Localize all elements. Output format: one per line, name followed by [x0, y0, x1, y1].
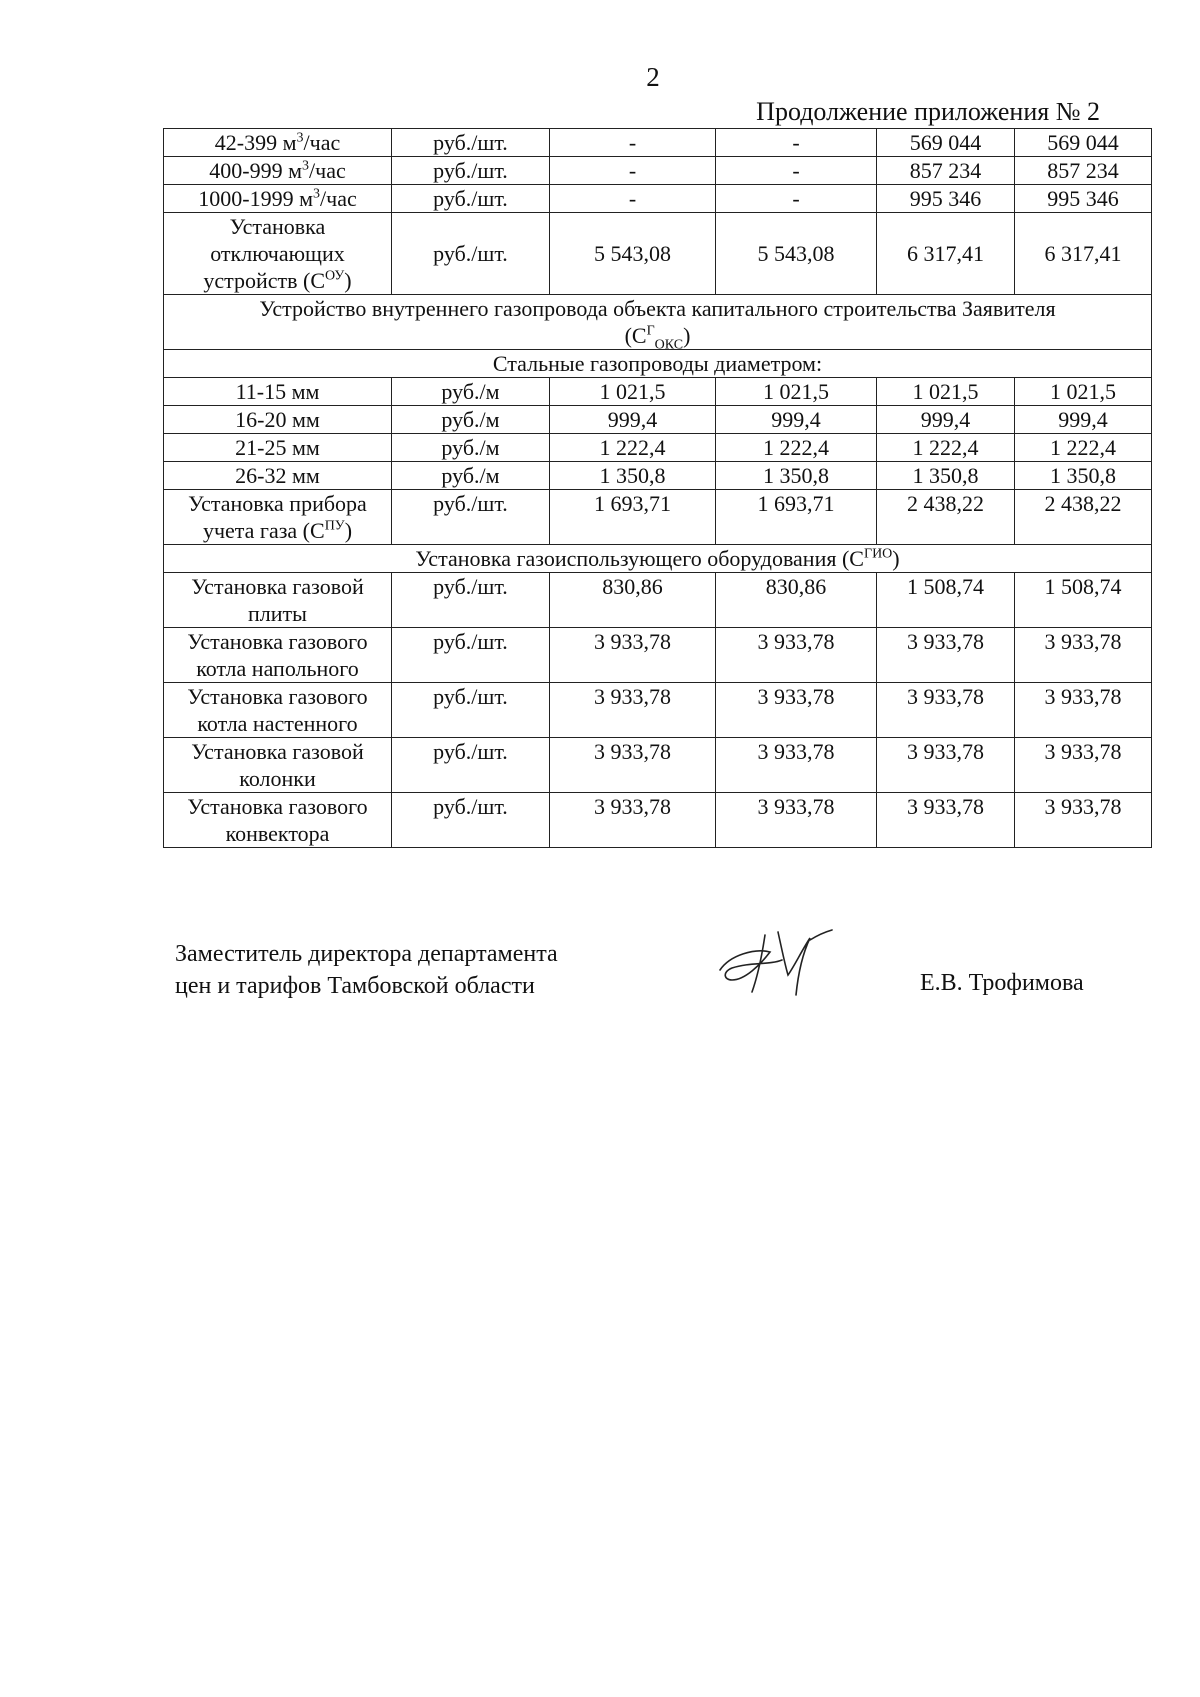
- value-cell: 6 317,41: [1015, 213, 1152, 295]
- table-row: [164, 738, 1152, 793]
- value-cell: -: [550, 185, 716, 213]
- value-cell: 3 933,78: [1015, 738, 1152, 793]
- row-name: 21-25 мм: [164, 434, 392, 462]
- value-cell: 857 234: [1015, 157, 1152, 185]
- table-row: [164, 573, 1152, 628]
- value-cell: 1 508,74: [1015, 573, 1152, 628]
- value-cell: 569 044: [877, 129, 1015, 157]
- value-cell: -: [550, 157, 716, 185]
- table-row: [164, 628, 1152, 683]
- section-steel-pipes: Стальные газопроводы диаметром:: [164, 350, 1152, 378]
- value-cell: 830,86: [550, 573, 716, 628]
- value-cell: 1 021,5: [716, 378, 877, 406]
- value-cell: 3 933,78: [716, 793, 877, 848]
- value-cell: 999,4: [877, 406, 1015, 434]
- row-name: Установка газовой плиты: [164, 573, 392, 628]
- value-cell: 3 933,78: [877, 683, 1015, 738]
- value-cell: 3 933,78: [1015, 628, 1152, 683]
- section-header-row: [164, 545, 1152, 573]
- table-row: [164, 683, 1152, 738]
- row-name: 26-32 мм: [164, 462, 392, 490]
- value-cell: 830,86: [716, 573, 877, 628]
- value-cell: 1 350,8: [716, 462, 877, 490]
- value-cell: 999,4: [550, 406, 716, 434]
- table-row: [164, 185, 1152, 213]
- table-row: [164, 378, 1152, 406]
- page-number: 2: [646, 62, 660, 92]
- section-header-row: [164, 295, 1152, 350]
- value-cell: -: [716, 185, 877, 213]
- unit-cell: руб./шт.: [392, 738, 550, 793]
- table-row: [164, 490, 1152, 545]
- value-cell: 3 933,78: [716, 628, 877, 683]
- unit-cell: руб./шт.: [392, 129, 550, 157]
- unit-cell: руб./шт.: [392, 683, 550, 738]
- value-cell: 1 350,8: [1015, 462, 1152, 490]
- unit-cell: руб./м: [392, 462, 550, 490]
- value-cell: 3 933,78: [550, 683, 716, 738]
- row-name: 11-15 мм: [164, 378, 392, 406]
- value-cell: 1 350,8: [550, 462, 716, 490]
- signatory-name: Е.В. Трофимова: [920, 970, 1084, 996]
- table-row: [164, 213, 1152, 295]
- value-cell: 1 222,4: [1015, 434, 1152, 462]
- value-cell: 569 044: [1015, 129, 1152, 157]
- value-cell: 1 350,8: [877, 462, 1015, 490]
- table-row: [164, 462, 1152, 490]
- value-cell: 3 933,78: [716, 738, 877, 793]
- value-cell: 1 693,71: [716, 490, 877, 545]
- value-cell: 3 933,78: [550, 738, 716, 793]
- value-cell: 5 543,08: [716, 213, 877, 295]
- handwritten-signature: [710, 920, 850, 1000]
- row-name: 42-399 $м^3$/час: [164, 129, 392, 157]
- value-cell: 1 693,71: [550, 490, 716, 545]
- unit-cell: руб./м: [392, 378, 550, 406]
- row-name: 400-999 $м^3$/час: [164, 157, 392, 185]
- unit-cell: руб./м: [392, 406, 550, 434]
- value-cell: -: [716, 129, 877, 157]
- value-cell: 999,4: [1015, 406, 1152, 434]
- value-cell: 1 222,4: [716, 434, 877, 462]
- table-row: [164, 406, 1152, 434]
- row-name: Установка газового котла настенного: [164, 683, 392, 738]
- table-row: [164, 129, 1152, 157]
- row-name: Установка газового котла напольного: [164, 628, 392, 683]
- row-name: 16-20 мм: [164, 406, 392, 434]
- tariff-table: [163, 128, 1152, 848]
- signatory-title: [175, 938, 558, 1002]
- table-row: [164, 434, 1152, 462]
- value-cell: 995 346: [1015, 185, 1152, 213]
- row-name: 1000-1999 $м^3$/час: [164, 185, 392, 213]
- value-cell: 857 234: [877, 157, 1015, 185]
- section-header-row: [164, 350, 1152, 378]
- value-cell: 995 346: [877, 185, 1015, 213]
- value-cell: 2 438,22: [1015, 490, 1152, 545]
- value-cell: 3 933,78: [877, 738, 1015, 793]
- value-cell: 3 933,78: [1015, 793, 1152, 848]
- row-name: Установка газового конвектора: [164, 793, 392, 848]
- value-cell: 3 933,78: [1015, 683, 1152, 738]
- value-cell: 3 933,78: [550, 793, 716, 848]
- value-cell: 1 222,4: [550, 434, 716, 462]
- unit-cell: руб./шт.: [392, 793, 550, 848]
- unit-cell: руб./шт.: [392, 573, 550, 628]
- section-equipment: Установка газоиспользующего оборудования $(С^{ГИО})$: [164, 545, 1152, 573]
- value-cell: 1 508,74: [877, 573, 1015, 628]
- value-cell: 1 021,5: [550, 378, 716, 406]
- section-internal-pipeline: Устройство внутреннего газопровода объекта капитального строительства Заявителя $(С^Г_{ОКС})$: [164, 295, 1152, 350]
- continuation-heading: Продолжение приложения № 2: [756, 97, 1100, 126]
- value-cell: -: [550, 129, 716, 157]
- table-row: [164, 793, 1152, 848]
- unit-cell: руб./шт.: [392, 490, 550, 545]
- value-cell: 6 317,41: [877, 213, 1015, 295]
- unit-cell: руб./шт.: [392, 628, 550, 683]
- value-cell: 1 021,5: [877, 378, 1015, 406]
- row-name: Установка прибора учета газа $(С^{ПУ})$: [164, 490, 392, 545]
- signatory-title-line1: Заместитель директора департамента: [175, 941, 558, 967]
- value-cell: -: [716, 157, 877, 185]
- value-cell: 3 933,78: [550, 628, 716, 683]
- value-cell: 1 222,4: [877, 434, 1015, 462]
- value-cell: 3 933,78: [877, 628, 1015, 683]
- value-cell: 5 543,08: [550, 213, 716, 295]
- value-cell: 1 021,5: [1015, 378, 1152, 406]
- value-cell: 3 933,78: [716, 683, 877, 738]
- signatory-title-line2: цен и тарифов Тамбовской области: [175, 973, 535, 999]
- unit-cell: руб./шт.: [392, 157, 550, 185]
- unit-cell: руб./шт.: [392, 185, 550, 213]
- row-name: Установка отключающих устройств $(С^{ОУ})$: [164, 213, 392, 295]
- row-name: Установка газовой колонки: [164, 738, 392, 793]
- unit-cell: руб./м: [392, 434, 550, 462]
- unit-cell: руб./шт.: [392, 213, 550, 295]
- table-row: [164, 157, 1152, 185]
- value-cell: 999,4: [716, 406, 877, 434]
- value-cell: 3 933,78: [877, 793, 1015, 848]
- value-cell: 2 438,22: [877, 490, 1015, 545]
